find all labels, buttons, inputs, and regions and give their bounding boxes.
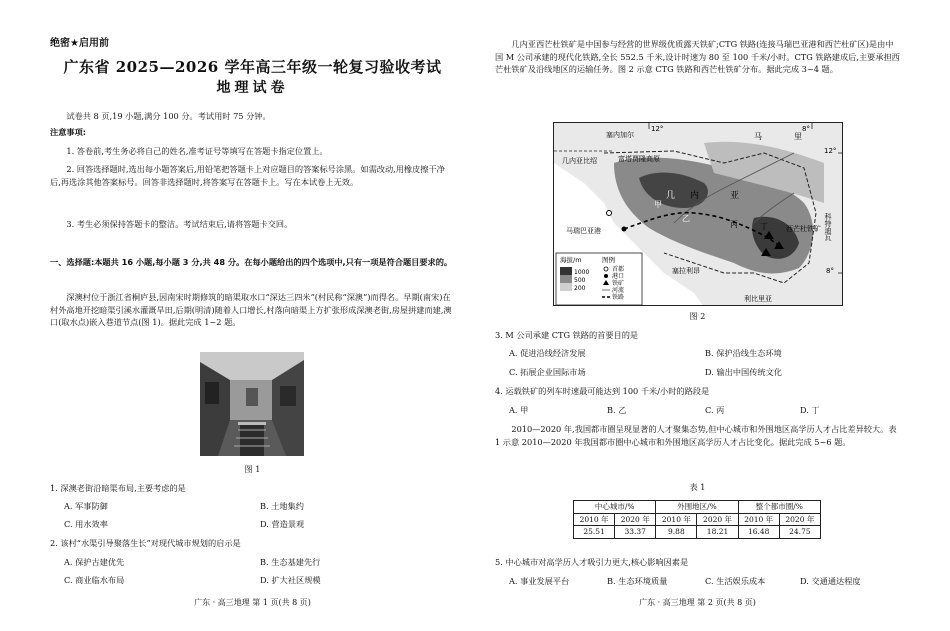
option-c[interactable]: C. 用水效率	[64, 519, 108, 529]
option-d[interactable]: D. 输出中国传统文化	[705, 367, 782, 377]
country-label: 科特迪瓦	[824, 213, 832, 241]
port-label: 马瑞巴亚港	[566, 227, 601, 235]
note-item: 3. 考生必须保持答题卡的整洁。考试结束后,请将答题卡交回。	[66, 219, 293, 229]
passage-text: 深澳村位于浙江省桐庐县,因南宋时期修筑的暗渠取水口“深达三四米”(村民称“深澳”)而得名。早期(南宋)在村外高地开挖暗渠引溪水灌溉旱田,后期(明清)随着人口增长,村落向暗渠上方扩张形成深澳老街,房屋拼建而建,澳口(取水点)嵌入巷道节点(图 1)。据此完成 1~2 题。	[50, 292, 452, 328]
option-a[interactable]: A. 事业发展平台	[509, 576, 570, 586]
table-group-header: 外围地区/%	[656, 501, 738, 514]
option-d[interactable]: D. 扩大社区规模	[260, 575, 321, 585]
table-cell: 18.21	[697, 526, 738, 539]
exam-intro: 试卷共 8 页,19 小题,满分 100 分。考试用时 75 分钟。	[66, 111, 271, 121]
country-label: 几内亚比绍	[562, 157, 597, 165]
lat-label: 8°	[826, 267, 834, 275]
section-heading: 一、选择题:本题共 16 小题,每小题 3 分,共 48 分。在每小题给出的四个选项中,只有一项是符合题目要求的。	[50, 257, 453, 267]
question-1-stem: 1. 深澳老街沿暗渠布局,主要考虑的是	[50, 483, 186, 493]
table-group-header: 整个都市圈/%	[738, 501, 820, 514]
legend-item: 首都	[612, 266, 625, 273]
segment-label: 丁	[760, 222, 768, 231]
passage-text: 几内亚西芒杜铁矿是中国参与经营的世界级优质露天铁矿;CTG 铁路(连接马瑞巴亚港和西芒杜矿区)是由中国 M 公司承建的现代化铁路,全长 552.5 千米,设计时速为 80 至 100 千米/小时。CTG 铁路建成后,主要承担西芒杜铁矿及沿线地区的运输任务。图 2 示意 CTG 铁路和西芒杜铁矿分布。据此完成 3~4 题。	[495, 39, 900, 75]
question-5-stem: 5. 中心城市对高学历人才吸引力更大,核心影响因素是	[495, 557, 689, 567]
figure-1-photo	[200, 352, 304, 456]
segment-label: 乙	[682, 214, 690, 223]
country-label: 亚	[730, 191, 740, 201]
table-year: 2010 年	[574, 513, 615, 526]
legend-elev: 200	[574, 285, 586, 292]
lon-label: 12°	[651, 125, 664, 133]
table-cell: 16.48	[738, 526, 779, 539]
note-item: 1. 答卷前,考生务必将自己的姓名,准考证号等填写在答题卡指定位置上。	[66, 146, 328, 156]
table-cell: 25.51	[574, 526, 615, 539]
question-2-stem: 2. 该村“水渠引导聚落生长”对现代城市规划的启示是	[50, 538, 241, 548]
country-label: 里	[794, 132, 802, 141]
segment-label: 丙	[730, 220, 738, 229]
option-b[interactable]: B. 生态基建先行	[260, 557, 321, 567]
legend-items-title: 图例	[602, 256, 615, 264]
legend-elev: 1000	[574, 269, 590, 276]
table-row	[574, 526, 821, 539]
question-3-options	[495, 347, 900, 361]
cote-divoire-label	[824, 212, 832, 242]
option-b[interactable]: B. 生态环境质量	[607, 576, 668, 586]
table-group-header: 中心城市/%	[574, 501, 656, 514]
lon-label: 8°	[802, 125, 810, 133]
table-1	[573, 500, 821, 539]
country-label: 内	[690, 191, 700, 201]
legend-item: 铁路	[612, 294, 625, 301]
option-a[interactable]: A. 保护古建优先	[64, 557, 125, 567]
legend-title: 海拔/m	[560, 256, 582, 264]
option-b[interactable]: B. 乙	[607, 405, 627, 415]
table-header-row	[574, 501, 821, 514]
option-a[interactable]: A. 军事防御	[64, 501, 108, 511]
country-label: 马	[754, 132, 762, 141]
option-c[interactable]: C. 商业临水布局	[64, 575, 125, 585]
table-1-caption: 表 1	[689, 483, 706, 492]
legend-item: 铁矿	[612, 280, 625, 287]
country-label: 几	[666, 191, 676, 201]
page-1	[50, 0, 455, 631]
figure-2-map	[553, 122, 843, 306]
page-footer: 广东 · 高三地理 第 2 页(共 8 页)	[639, 598, 756, 607]
table-cell: 24.75	[779, 526, 820, 539]
country-label: 塞内加尔	[606, 131, 634, 139]
secret-label: 绝密★启用前	[50, 38, 109, 49]
question-4-stem: 4. 运载铁矿的列车时速最可能达到 100 千米/小时的路段是	[495, 386, 710, 396]
notes-heading: 注意事项:	[50, 127, 87, 137]
exam-title: 广东省 2025—2026 学年高三年级一轮复习验收考试	[63, 58, 442, 76]
option-a[interactable]: A. 促进沿线经济发展	[509, 348, 586, 358]
page-footer: 广东 · 高三地理 第 1 页(共 8 页)	[194, 598, 311, 607]
option-d[interactable]: D. 营造景观	[260, 519, 305, 529]
lat-label: 12°	[824, 147, 837, 155]
question-1-options	[50, 518, 455, 532]
exam-subtitle: 地理试卷	[216, 80, 289, 96]
table-year-row	[574, 513, 821, 526]
segment-label: 甲	[654, 200, 662, 209]
question-3-options	[495, 366, 900, 380]
option-b[interactable]: B. 土地集约	[260, 501, 304, 511]
page-2	[495, 0, 900, 631]
question-1-options	[50, 500, 455, 514]
table-cell: 33.37	[615, 526, 656, 539]
table-year: 2020 年	[779, 513, 820, 526]
alley-photo-icon	[200, 352, 304, 456]
figure-1-caption: 图 1	[244, 465, 261, 474]
option-c[interactable]: C. 拓展企业国际市场	[509, 367, 586, 377]
question-3-stem: 3. M 公司承建 CTG 铁路的首要目的是	[495, 330, 639, 340]
table-year: 2010 年	[656, 513, 697, 526]
option-c[interactable]: C. 丙	[705, 405, 725, 415]
passage-text: 2010—2020 年,我国都市圈呈现显著的人才聚集态势,但中心城市和外围地区高学历人才占比差异较大。表 1 示意 2010—2020 年我国都市圈中心城市和外围地区高学历人才占比变化。据此完成 5~6 题。	[495, 424, 897, 447]
legend-item: 港口	[612, 273, 625, 280]
question-5-options	[495, 575, 900, 589]
option-a[interactable]: A. 甲	[509, 405, 529, 415]
table-year: 2020 年	[615, 513, 656, 526]
country-label: 塞拉利昂	[672, 267, 700, 275]
country-label: 利比里亚	[744, 295, 772, 303]
option-b[interactable]: B. 保护沿线生态环境	[705, 348, 782, 358]
table-year: 2020 年	[697, 513, 738, 526]
option-c[interactable]: C. 生活娱乐成本	[705, 576, 766, 586]
legend-elev: 500	[574, 277, 586, 284]
table-year: 2010 年	[738, 513, 779, 526]
table-cell: 9.88	[656, 526, 697, 539]
figure-2-caption: 图 2	[689, 312, 706, 321]
option-d[interactable]: D. 交通通达程度	[800, 576, 861, 586]
question-2-options	[50, 556, 455, 570]
option-d[interactable]: D. 丁	[800, 405, 820, 415]
question-4-options	[495, 404, 900, 418]
mine-label: 西芒杜铁矿	[786, 225, 821, 233]
question-2-options	[50, 574, 455, 588]
note-item: 2. 回答选择题时,选出每小题答案后,用铅笔把答题卡上对应题目的答案标号涂黑。如需改动,用橡皮擦干净后,再选涂其他答案标号。回答非选择题时,将答案写在答题卡上。写在本试卷上无效。	[50, 164, 445, 187]
region-label: 富塔贾隆高原	[618, 155, 660, 163]
legend-item: 河流	[612, 287, 625, 294]
guinea-map-icon	[554, 123, 843, 306]
